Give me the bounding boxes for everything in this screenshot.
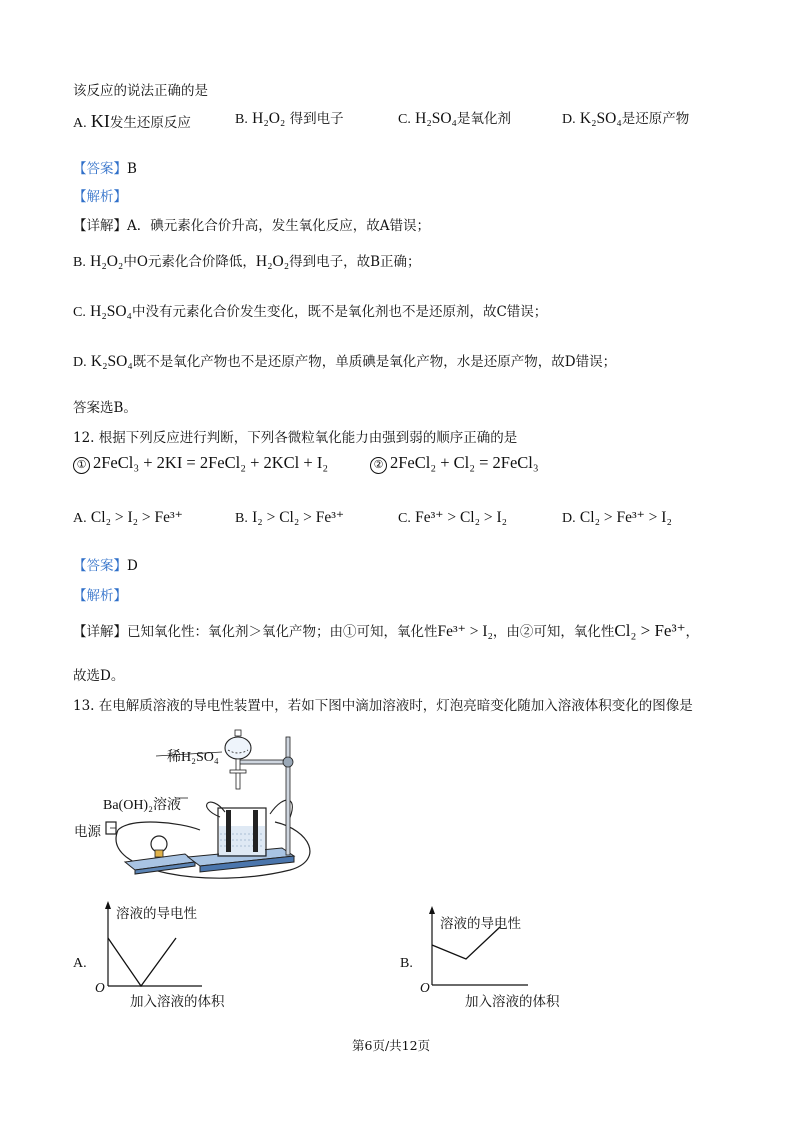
circled-number-2: ② <box>370 457 387 474</box>
q12-option-c: C. Fe³⁺ > Cl₂ > I₂ <box>398 509 508 526</box>
q12-option-d: D. Cl₂ > Fe³⁺ > I₂ <box>562 509 672 526</box>
graph-a-curve <box>108 938 176 986</box>
graph-b-xlabel: 加入溶液的体积 <box>465 994 560 1010</box>
power-source-label: 电源 <box>74 824 101 840</box>
q11-option-a: A. KI发生还原反应 <box>73 111 191 131</box>
q12-reaction-1: ① 2FeCl₃ + 2KI = 2FeCl₂ + 2KCl + I₂ <box>73 453 328 474</box>
q12-answer: 【答案】D <box>73 558 138 574</box>
q12-option-a: A. Cl₂ > I₂ > Fe³⁺ <box>73 509 183 526</box>
q11-detail-c: C. H₂SO₄中没有元素化合价发生变化，既不是氧化剂也不是还原剂，故C错误； <box>73 303 548 320</box>
graph-b-origin: O <box>420 980 430 995</box>
q11-analysis-tag: 【解析】 <box>73 189 127 205</box>
q12-stem: 12. 根据下列反应进行判断，下列各微粒氧化能力由强到弱的顺序正确的是 <box>73 430 518 446</box>
q11-conclusion: 答案选B。 <box>73 400 137 416</box>
q12-reaction-2: ② 2FeCl₂ + Cl₂ = 2FeCl₃ <box>370 453 539 474</box>
q12-option-b: B. I₂ > Cl₂ > Fe³⁺ <box>235 509 345 526</box>
q12-detail: 【详解】已知氧化性：氧化剂＞氧化产物；由①可知，氧化性Fe³⁺ > I₂，由②可知，氧化性Cl₂ > Fe³⁺， <box>73 621 700 640</box>
graph-b-ylabel: 溶液的导电性 <box>440 916 521 932</box>
graph-a-origin: O <box>95 980 105 995</box>
q11-detail-d: D. K₂SO₄既不是氧化产物也不是还原产物，单质碘是氧化产物，水是还原产物，故D错误； <box>73 353 617 370</box>
q11-option-c: C. H₂SO₄是氧化剂 <box>398 110 511 127</box>
q11-option-b: B. H₂O₂ 得到电子 <box>235 110 344 127</box>
q11-stem: 该反应的说法正确的是 <box>73 83 208 99</box>
page-footer: 第6页/共12页 <box>352 1038 431 1053</box>
q11-detail-b: B. H₂O₂中O元素化合价降低，H₂O₂得到电子，故B正确； <box>73 253 421 270</box>
graph-a-ylabel: 溶液的导电性 <box>116 906 197 922</box>
q12-analysis-tag: 【解析】 <box>73 588 127 604</box>
q12-conclusion: 故选D。 <box>73 668 125 684</box>
circled-number-1: ① <box>73 457 90 474</box>
dilute-sulfuric-acid-label: 稀H₂SO₄ <box>167 750 219 765</box>
graph-a-letter: A. <box>73 956 87 971</box>
q13-stem: 13. 在电解质溶液的导电性装置中，若如下图中滴加溶液时，灯泡亮暗变化随加入溶液体积变化的图像是 <box>73 698 693 714</box>
graph-b-letter: B. <box>400 956 413 971</box>
graph-a-xlabel: 加入溶液的体积 <box>130 994 225 1010</box>
barium-hydroxide-label: Ba(OH)₂溶液 <box>103 798 181 813</box>
q11-option-d: D. K₂SO₄是还原产物 <box>562 110 690 127</box>
q11-detail-a: 【详解】A．碘元素化合价升高，发生氧化反应，故A错误； <box>73 218 430 234</box>
lamp-bulb-icon <box>151 836 167 852</box>
funnel-icon <box>225 737 251 759</box>
q11-answer: 【答案】B <box>73 161 137 177</box>
